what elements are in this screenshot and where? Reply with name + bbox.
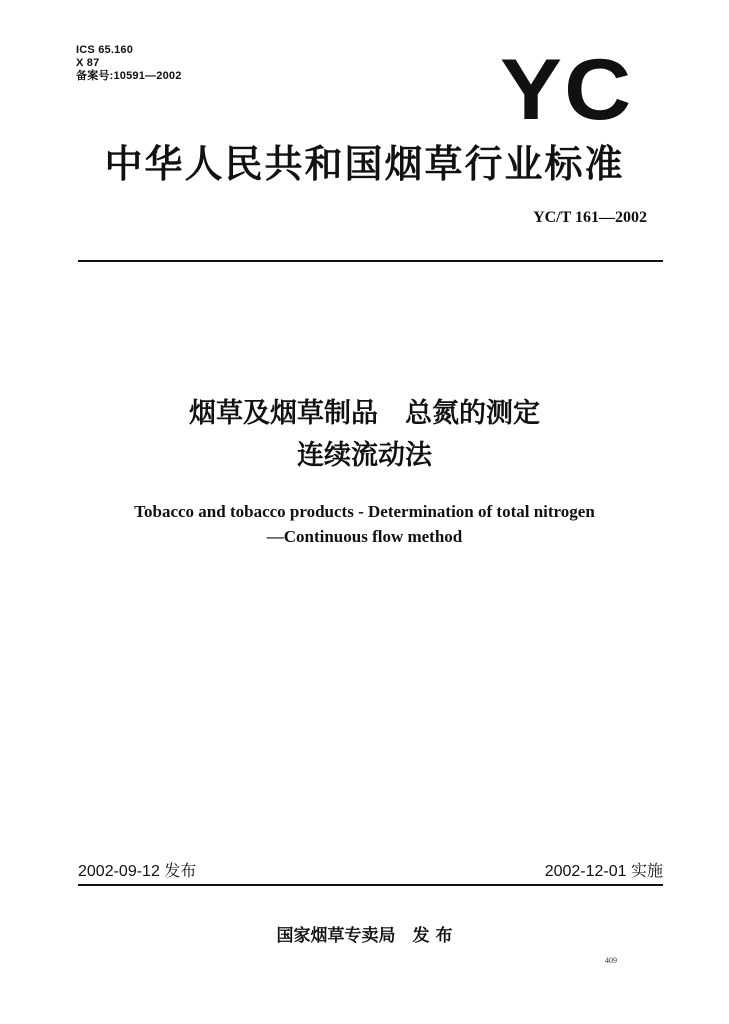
page-number: 409 (605, 956, 617, 965)
record-number: 备案号:10591—2002 (76, 70, 182, 82)
english-title-line-1: Tobacco and tobacco products - Determination of total nitrogen (134, 502, 595, 521)
english-title-line-2: —Continuous flow method (266, 527, 463, 546)
implementation-date: 2002-12-01 实施 (544, 863, 663, 880)
ccs-code: X 87 (76, 57, 100, 69)
header-divider (78, 260, 663, 262)
chinese-title-line-1: 烟草及烟草制品 总氮的测定 (189, 398, 540, 429)
chinese-title-line-2: 连续流动法 (297, 440, 432, 471)
ics-code: ICS 65.160 (76, 44, 134, 56)
yc-logo: YC (500, 42, 634, 138)
standard-code: YC/T 161—2002 (533, 209, 647, 226)
issue-date: 2002-09-12 发布 (78, 863, 197, 880)
issuing-authority: 国家烟草专卖局 发 布 (276, 926, 453, 946)
standard-title: 中华人民共和国烟草行业标准 (104, 142, 625, 186)
footer-divider (78, 884, 663, 886)
